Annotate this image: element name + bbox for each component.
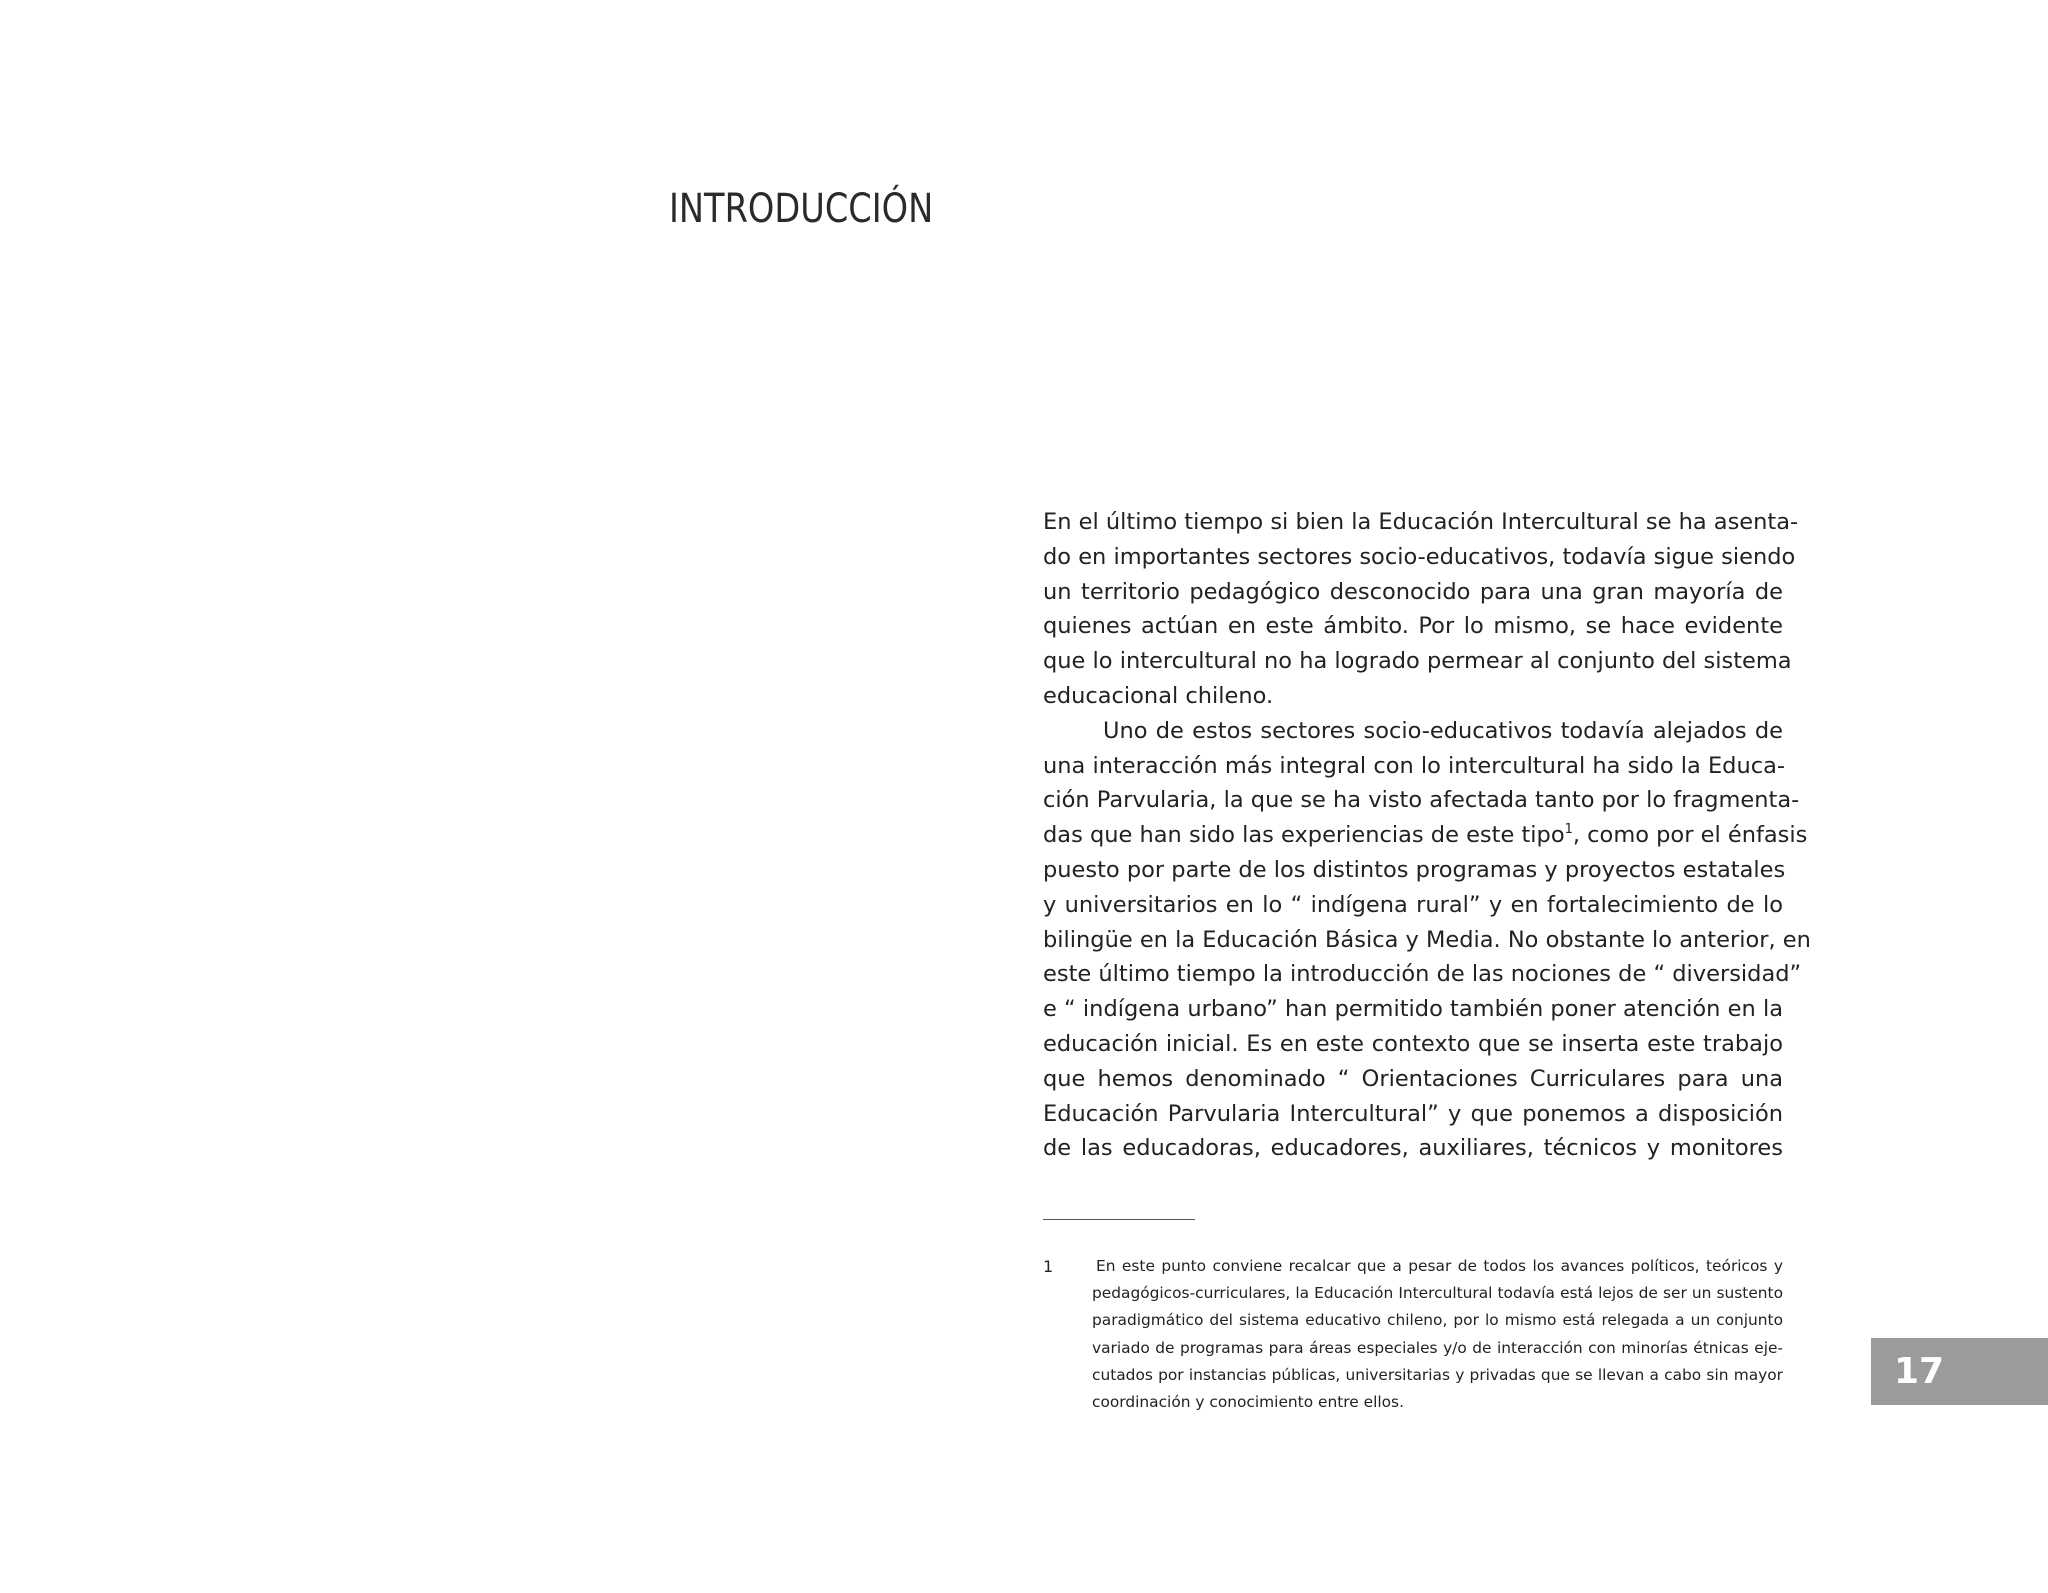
body-line: un territorio pedagógico desconocido para una gran mayoría de bbox=[1043, 578, 1783, 605]
footnote-line: En este punto conviene recalcar que a pesar de todos los avances políticos, teóricos y bbox=[1096, 1257, 1783, 1275]
footnote-line: paradigmático del sistema educativo chileno, por lo mismo está relegada a un conjunto bbox=[1092, 1311, 1783, 1330]
body-line: este último tiempo la introducción de las nociones de “ diversidad” bbox=[1043, 961, 1802, 988]
footnote-divider bbox=[1043, 1219, 1195, 1220]
body-line: ción Parvularia, la que se ha visto afectada tanto por lo fragmenta- bbox=[1043, 787, 1800, 814]
footnote-reference: 1 bbox=[1564, 822, 1573, 838]
footnote-line: cutados por instancias públicas, universitarias y privadas que se llevan a cabo sin mayor bbox=[1092, 1365, 1783, 1384]
page-number-tab bbox=[1871, 1338, 2048, 1405]
body-line: quienes actúan en este ámbito. Por lo mismo, se hace evidente bbox=[1043, 613, 1783, 640]
footnote-text bbox=[1092, 1253, 1783, 1416]
footnote-number: 1 bbox=[1043, 1257, 1054, 1276]
body-line: una interacción más integral con lo intercultural ha sido la Educa- bbox=[1043, 752, 1785, 779]
body-line: e “ indígena urbano” han permitido también poner atención en la bbox=[1043, 996, 1783, 1023]
body-line: Uno de estos sectores socio-educativos todavía alejados de bbox=[1103, 717, 1783, 744]
body-line: y universitarios en lo “ indígena rural” y en fortalecimiento de lo bbox=[1043, 891, 1783, 918]
body-line: que lo intercultural no ha logrado permear al conjunto del sistema bbox=[1043, 648, 1792, 675]
footnote-line: variado de programas para áreas especiales y/o de interacción con minorías étnicas eje- bbox=[1092, 1338, 1783, 1357]
body-line: Educación Parvularia Intercultural” y que ponemos a disposición bbox=[1043, 1100, 1783, 1127]
body-line-with-footnote-ref bbox=[1043, 818, 1808, 853]
page-number: 17 bbox=[1894, 1351, 1945, 1392]
body-line: En el último tiempo si bien la Educación Intercultural se ha asenta- bbox=[1043, 509, 1799, 535]
body-line: educacional chileno. bbox=[1043, 682, 1274, 709]
page-title: INTRODUCCIÓN bbox=[669, 186, 934, 232]
body-line: puesto por parte de los distintos programas y proyectos estatales bbox=[1043, 856, 1786, 883]
body-line-segment: , como por el énfasis bbox=[1572, 822, 1808, 849]
footnote-line: pedagógicos-curriculares, la Educación Intercultural todavía está lejos de ser un sustento bbox=[1092, 1284, 1783, 1303]
body-text bbox=[1043, 505, 1811, 1166]
body-line: do en importantes sectores socio-educativos, todavía sigue siendo bbox=[1043, 543, 1796, 570]
body-line: que hemos denominado “ Orientaciones Curriculares para una bbox=[1043, 1065, 1783, 1092]
body-line: bilingüe en la Educación Básica y Media. No obstante lo anterior, en bbox=[1043, 926, 1811, 953]
body-line: de las educadoras, educadores, auxiliares, técnicos y monitores bbox=[1043, 1135, 1783, 1162]
body-line: educación inicial. Es en este contexto que se inserta este trabajo bbox=[1043, 1030, 1783, 1057]
body-line-segment: das que han sido las experiencias de este tipo bbox=[1043, 822, 1565, 849]
footnote-line: coordinación y conocimiento entre ellos. bbox=[1092, 1392, 1404, 1411]
